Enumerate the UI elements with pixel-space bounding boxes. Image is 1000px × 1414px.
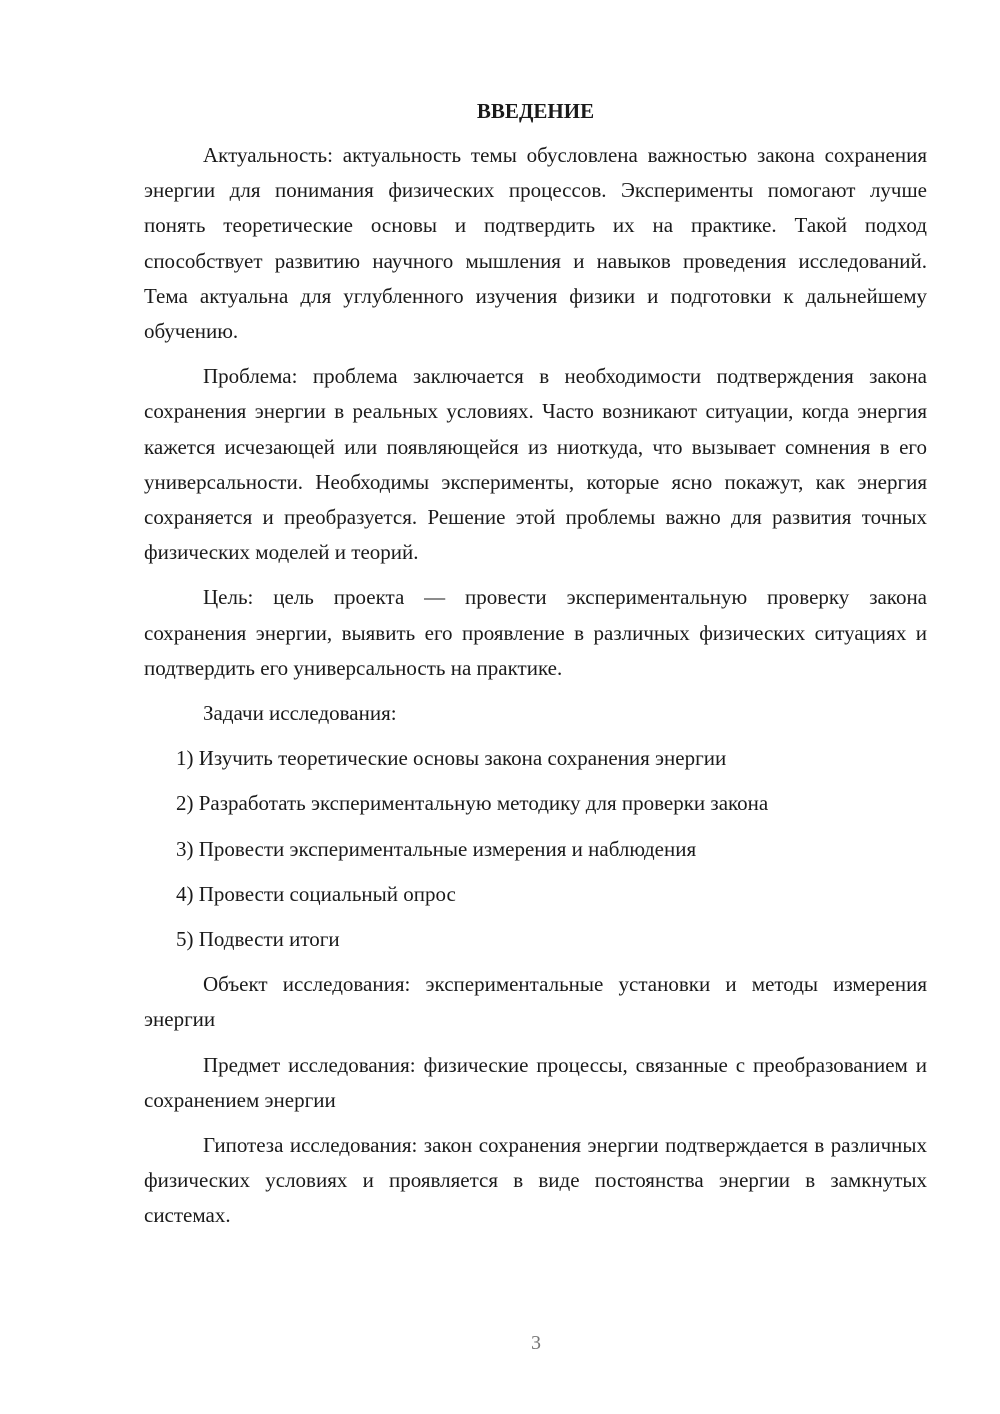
- list-item: 1) Изучить теоретические основы закона сохранения энергии: [176, 746, 727, 771]
- goal-paragraph: Цель: цель проекта — провести экспериментальную проверку закона сохранения энергии, выявить его проявление в различных физических ситуациях и подтвердить его универсальность на практике.: [144, 585, 927, 680]
- problem-paragraph: Проблема: проблема заключается в необходимости подтверждения закона сохранения энергии в реальных условиях. Часто возникают ситуации, когда энергия кажется исчезающей или появляющейся из ниоткуда, что вызывает сомнения в его универсальности. Необходимы эксперименты, которые ясно покажут, как энергия сохраняется и преобразуется. Решение этой проблемы важно для развития точных физических моделей и теорий.: [144, 364, 927, 565]
- document-page: [144, 96, 927, 1244]
- task-list: [144, 741, 927, 957]
- list-item: 4) Провести социальный опрос: [176, 881, 456, 906]
- subject-paragraph: Предмет исследования: физические процессы, связанные с преобразованием и сохранением энергии: [144, 1052, 927, 1112]
- list-item: 5) Подвести итоги: [176, 927, 340, 952]
- list-item: 2) Разработать экспериментальную методику для проверки закона: [176, 791, 769, 816]
- hypothesis-paragraph: Гипотеза исследования: закон сохранения энергии подтверждается в различных физических условиях и проявляется в виде постоянства энергии в замкнутых системах.: [144, 1133, 927, 1228]
- list-item: 3) Провести экспериментальные измерения и наблюдения: [176, 836, 697, 861]
- page-number: 3: [531, 1332, 541, 1354]
- relevance-paragraph: Актуальность: актуальность темы обусловлена важностью закона сохранения энергии для понимания физических процессов. Эксперименты помогают лучше понять теоретические основы и подтвердить их на практике. Такой подход способствует развитию научного мышления и навыков проведения исследований. Тема актуальна для углубленного изучения физики и подготовки к дальнейшему обучению.: [144, 143, 927, 344]
- object-paragraph: Объект исследования: экспериментальные установки и методы измерения энергии: [144, 972, 927, 1032]
- tasks-title: Задачи исследования:: [203, 701, 397, 726]
- page-title: ВВЕДЕНИЕ: [476, 99, 595, 123]
